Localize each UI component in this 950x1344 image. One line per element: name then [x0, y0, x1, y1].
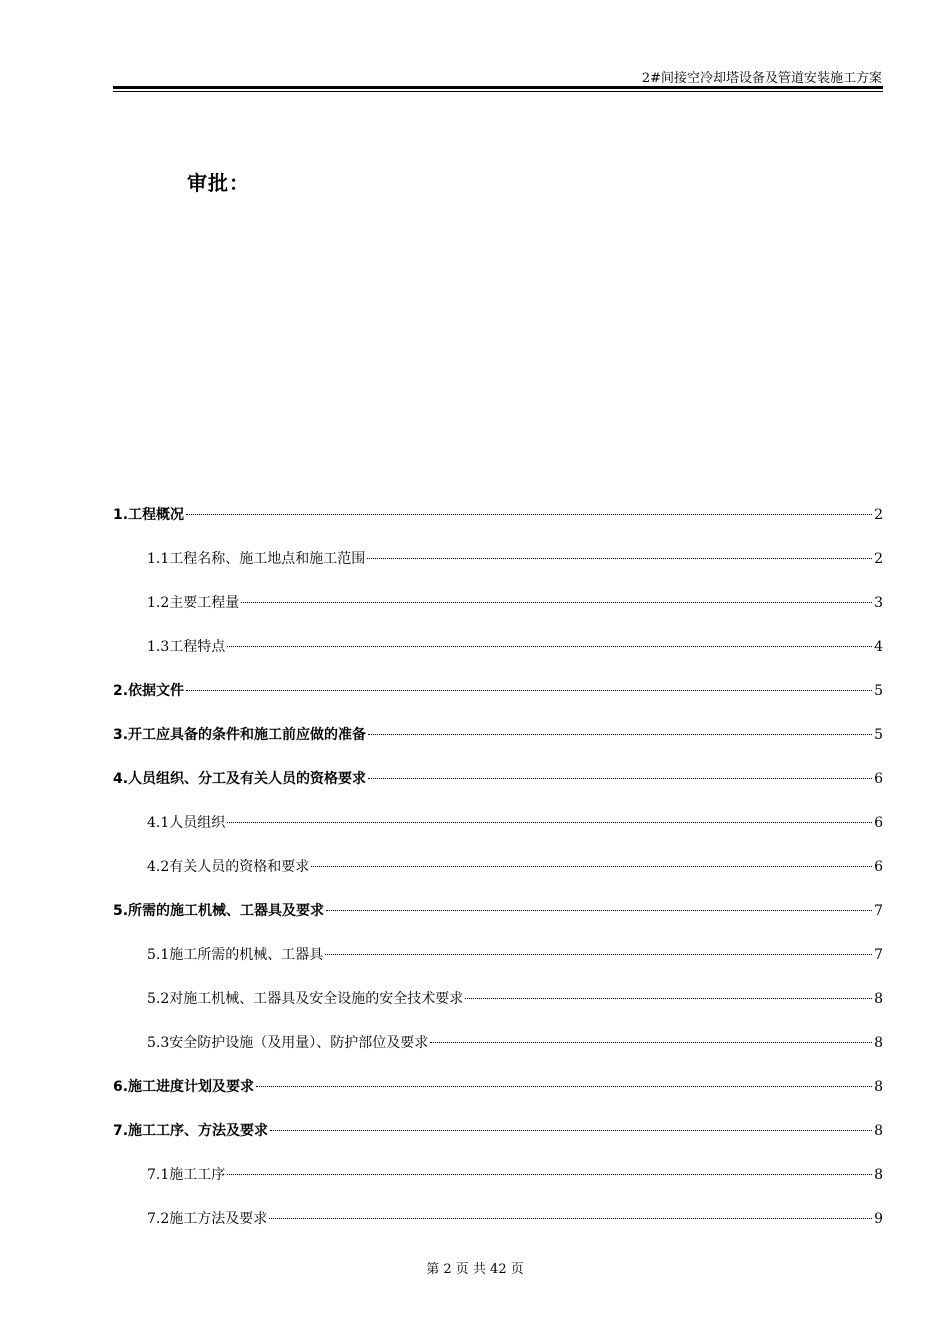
toc-entry-page: 3 — [874, 595, 883, 611]
toc-entry-label: 4.人员组织、分工及有关人员的资格要求 — [113, 771, 367, 787]
toc-entry-label: 1.3工程特点 — [147, 639, 226, 655]
toc-entry-label: 1.2主要工程量 — [147, 595, 240, 611]
approval-label: 审批： — [187, 171, 250, 195]
toc-entry-page: 8 — [874, 1079, 883, 1095]
toc-entry[interactable] — [113, 1076, 883, 1120]
toc-entry-page: 7 — [874, 947, 883, 963]
toc-entry[interactable] — [113, 1120, 883, 1164]
toc-dot-leader — [186, 514, 872, 515]
toc-entry[interactable] — [113, 592, 883, 636]
toc-entry-label: 7.1施工工序 — [147, 1167, 226, 1183]
toc-dot-leader — [368, 778, 872, 779]
toc-dot-leader — [256, 1086, 872, 1087]
toc-dot-leader — [227, 646, 872, 647]
toc-entry-label: 5.3安全防护设施（及用量）、防护部位及要求 — [147, 1035, 429, 1051]
toc-entry[interactable] — [113, 768, 883, 812]
toc-entry-page: 6 — [874, 859, 883, 875]
toc-entry-page: 8 — [874, 1123, 883, 1139]
toc-entry-label: 4.2有关人员的资格和要求 — [147, 859, 310, 875]
toc-entry-page: 7 — [874, 903, 883, 919]
toc-entry-label: 4.1人员组织 — [147, 815, 226, 831]
toc-dot-leader — [325, 954, 872, 955]
toc-entry-label: 6.施工进度计划及要求 — [113, 1079, 255, 1095]
toc-entry[interactable] — [113, 724, 883, 768]
toc-entry[interactable] — [113, 988, 883, 1032]
toc-entry-page: 9 — [874, 1211, 883, 1227]
toc-dot-leader — [465, 998, 872, 999]
toc-entry[interactable] — [113, 1208, 883, 1252]
toc-entry-label: 1.1工程名称、施工地点和施工范围 — [147, 551, 366, 567]
toc-entry-label: 2.依据文件 — [113, 683, 185, 699]
toc-entry-page: 4 — [874, 639, 883, 655]
toc-entry-label: 7.2施工方法及要求 — [147, 1211, 268, 1227]
toc-entry[interactable] — [113, 1164, 883, 1208]
toc-dot-leader — [241, 602, 872, 603]
toc-entry-label: 1.工程概况 — [113, 507, 185, 523]
toc-dot-leader — [186, 690, 872, 691]
toc-entry-label: 5.2对施工机械、工器具及安全设施的安全技术要求 — [147, 991, 464, 1007]
toc-dot-leader — [227, 1174, 872, 1175]
toc-dot-leader — [227, 822, 872, 823]
toc-entry-page: 8 — [874, 991, 883, 1007]
toc-entry[interactable] — [113, 944, 883, 988]
toc-entry-label: 7.施工工序、方法及要求 — [113, 1123, 269, 1139]
toc-entry-page: 6 — [874, 815, 883, 831]
toc-entry[interactable] — [113, 900, 883, 944]
toc-entry-page: 2 — [874, 551, 883, 567]
toc-dot-leader — [269, 1218, 872, 1219]
toc-dot-leader — [311, 866, 872, 867]
toc-entry-label: 5.所需的施工机械、工器具及要求 — [113, 903, 325, 919]
toc-entry-page: 5 — [874, 683, 883, 699]
toc-entry-page: 8 — [874, 1167, 883, 1183]
toc-dot-leader — [270, 1130, 872, 1131]
toc-entry-page: 8 — [874, 1035, 883, 1051]
toc-entry[interactable] — [113, 1032, 883, 1076]
table-of-contents — [113, 504, 883, 1252]
toc-entry-page: 5 — [874, 727, 883, 743]
toc-entry[interactable] — [113, 812, 883, 856]
toc-dot-leader — [367, 558, 872, 559]
page-footer: 第 2 页 共 42 页 — [426, 1262, 524, 1277]
toc-dot-leader — [430, 1042, 872, 1043]
toc-entry-label: 3.开工应具备的条件和施工前应做的准备 — [113, 727, 367, 743]
toc-entry[interactable] — [113, 680, 883, 724]
toc-dot-leader — [326, 910, 872, 911]
toc-entry[interactable] — [113, 856, 883, 900]
header-rule — [113, 86, 883, 89]
toc-entry-page: 2 — [874, 507, 883, 523]
toc-entry-page: 6 — [874, 771, 883, 787]
toc-entry[interactable] — [113, 548, 883, 592]
toc-dot-leader — [368, 734, 872, 735]
toc-entry[interactable] — [113, 636, 883, 680]
header-rule-thin — [113, 91, 883, 92]
page-header-title: 2#间接空冷却塔设备及管道安装施工方案 — [641, 71, 882, 86]
toc-entry[interactable] — [113, 504, 883, 548]
toc-entry-label: 5.1施工所需的机械、工器具 — [147, 947, 324, 963]
